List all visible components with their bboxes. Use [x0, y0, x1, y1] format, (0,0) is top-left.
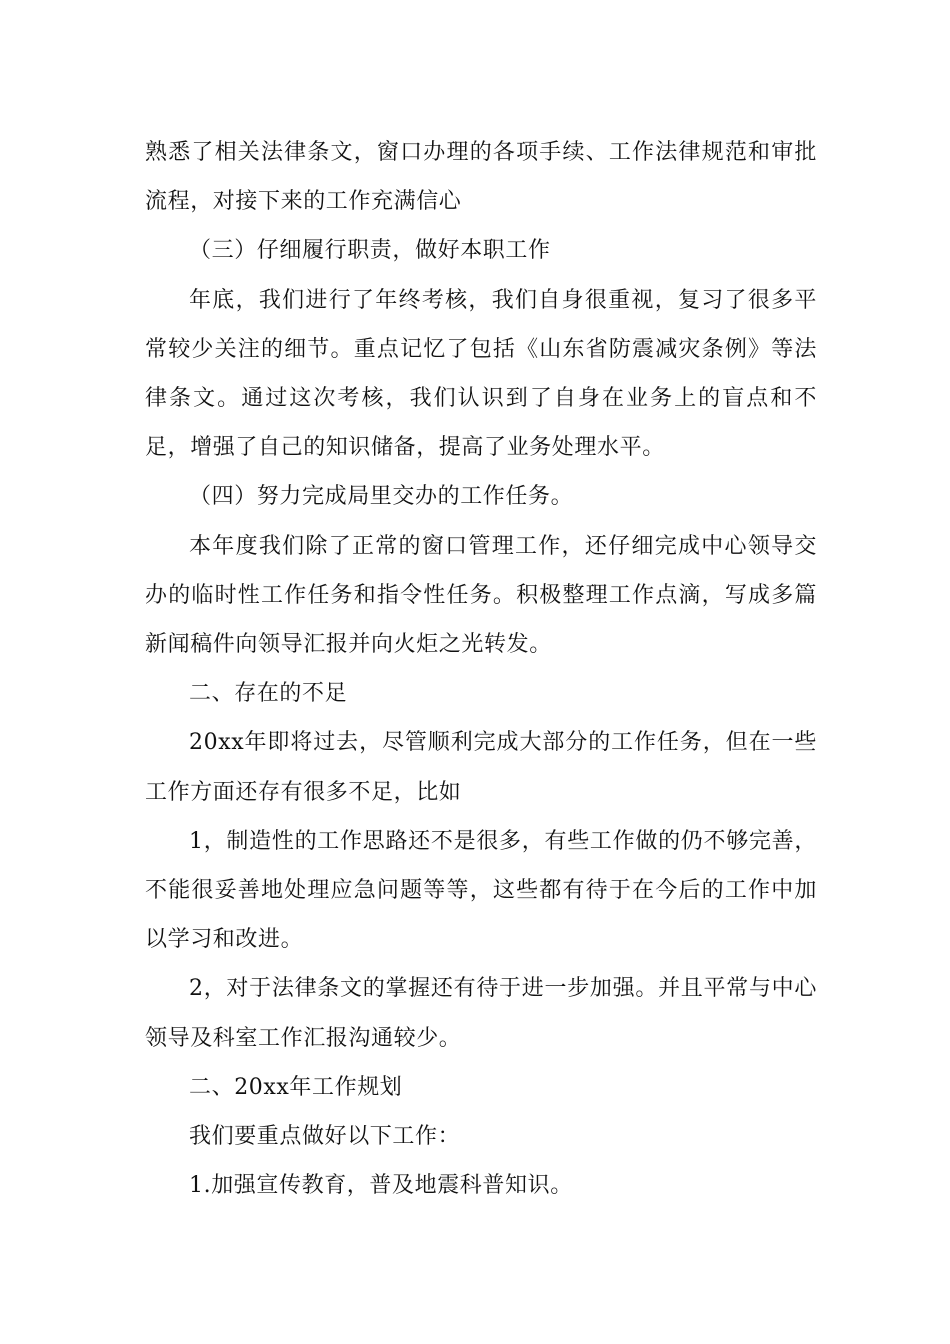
list-item-shortcoming-1: 1，制造性的工作思路还不是很多，有些工作做的仍不够完善，不能很妥善地处理应急问题等等，这些都有待于在今后的工作中加以学习和改进。 — [145, 828, 817, 953]
paragraph-year-end-review: 年底，我们进行了年终考核，我们自身很重视，复习了很多平常较少关注的细节。重点记忆了包括《山东省防震减灾条例》等法律条文。通过这次考核，我们认识到了自身在业务上的盲点和不足，增强了自己的知识储备，提高了业务处理水平。 — [145, 287, 817, 461]
paragraph-shortcomings-intro: 20xx年即将过去，尽管顺利完成大部分的工作任务，但在一些工作方面还存有很多不足，比如 — [145, 730, 817, 805]
list-item-shortcoming-2: 2，对于法律条文的掌握还有待于进一步加强。并且平常与中心领导及科室工作汇报沟通较少。 — [145, 976, 817, 1051]
section-heading-plan: 二、20xx年工作规划 — [189, 1074, 403, 1100]
section-heading-4: （四）努力完成局里交办的工作任务。 — [189, 484, 574, 510]
paragraph-continuation: 熟悉了相关法律条文，窗口办理的各项手续、工作法律规范和审批流程，对接下来的工作充满信心 — [145, 140, 817, 215]
paragraph-plan-intro: 我们要重点做好以下工作： — [189, 1124, 461, 1150]
section-heading-3: （三）仔细履行职责，做好本职工作 — [189, 238, 551, 264]
section-heading-shortcomings: 二、存在的不足 — [189, 681, 348, 707]
list-item-plan-1: 1.加强宣传教育，普及地震科普知识。 — [189, 1173, 573, 1199]
paragraph-assigned-tasks: 本年度我们除了正常的窗口管理工作，还仔细完成中心领导交办的临时性工作任务和指令性任务。积极整理工作点滴，写成多篇新闻稿件向领导汇报并向火炬之光转发。 — [145, 533, 817, 658]
document-body — [145, 128, 817, 1210]
